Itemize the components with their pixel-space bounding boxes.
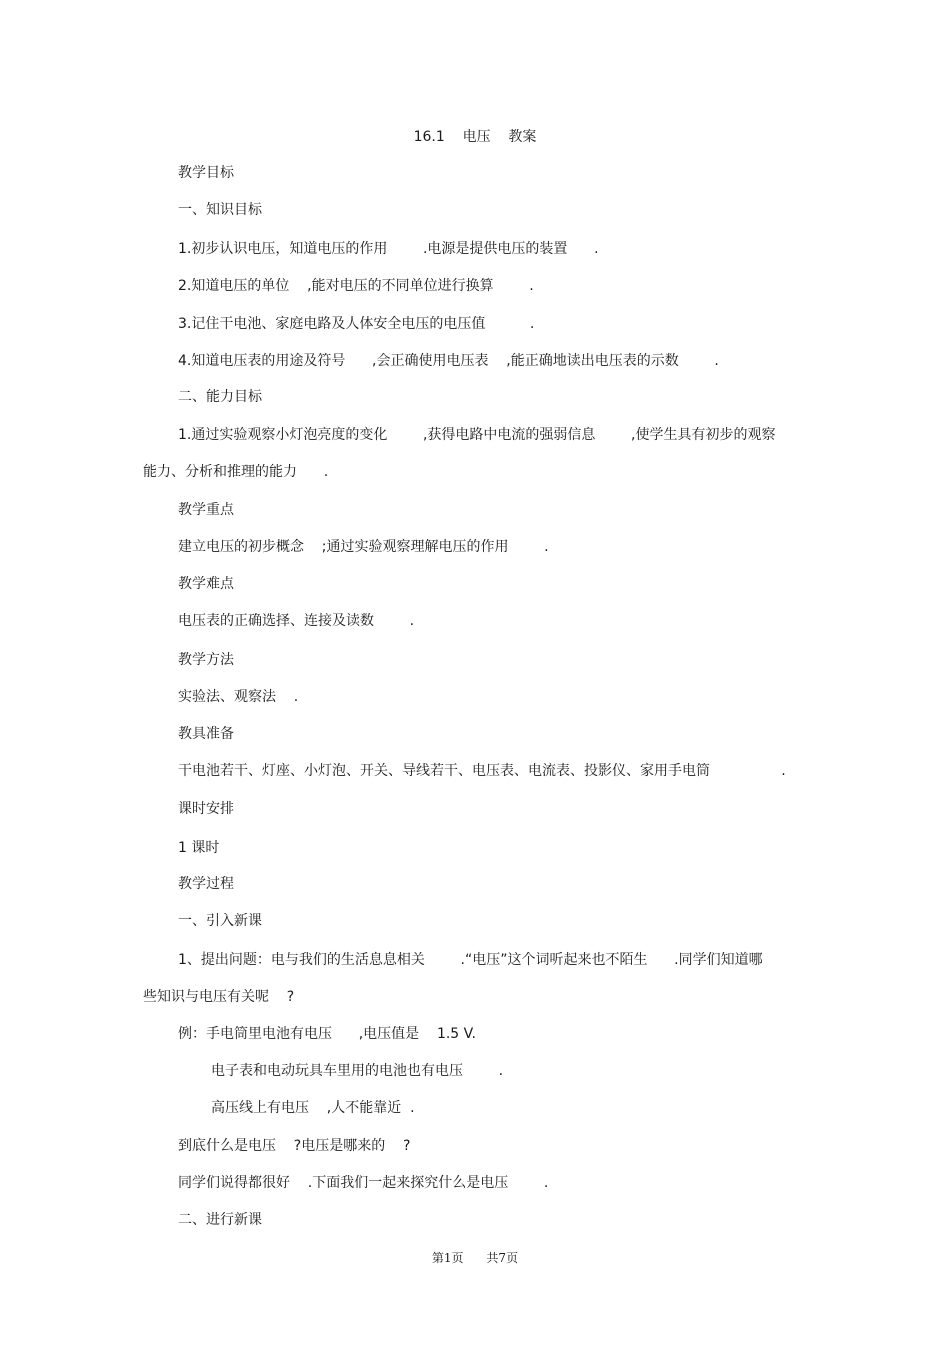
example-power-line: 高压线上有电压 ,人不能靠近 . <box>211 1100 415 1116</box>
heading-teaching-goals: 教学目标 <box>178 165 234 181</box>
difficulties-text: 电压表的正确选择、连接及读数 . <box>178 613 415 629</box>
knowledge-goal-3: 3.记住干电池、家庭电路及人体安全电压的电压值 . <box>178 316 535 332</box>
schedule-text: 1 课时 <box>178 840 220 856</box>
key-points-text: 建立电压的初步概念 ;通过实验观察理解电压的作用 . <box>178 539 549 555</box>
heading-knowledge-goals: 一、知识目标 <box>178 202 262 218</box>
heading-intro: 一、引入新课 <box>178 913 262 929</box>
heading-new-lesson: 二、进行新课 <box>178 1212 262 1228</box>
methods-text: 实验法、观察法 . <box>178 689 299 705</box>
example-electronics: 电子表和电动玩具车里用的电池也有电压 . <box>211 1063 504 1079</box>
knowledge-goal-2: 2.知道电压的单位 ,能对电压的不同单位进行换算 . <box>178 278 534 294</box>
question-what-is-voltage: 到底什么是电压 ?电压是哪来的 ? <box>178 1138 411 1154</box>
heading-key-points: 教学重点 <box>178 502 234 518</box>
heading-methods: 教学方法 <box>178 652 234 668</box>
heading-process: 教学过程 <box>178 876 234 892</box>
transition-text: 同学们说得都很好 .下面我们一起来探究什么是电压 . <box>178 1175 549 1191</box>
heading-materials: 教具准备 <box>178 726 234 742</box>
heading-schedule: 课时安排 <box>178 801 234 817</box>
intro-question-cont: 些知识与电压有关呢 ? <box>143 989 295 1005</box>
document-title: 16.1 电压 教案 <box>413 129 537 145</box>
knowledge-goal-1: 1.初步认识电压，知道电压的作用 .电源是提供电压的装置 . <box>178 241 599 257</box>
page-footer: 第1页 共7页 <box>431 1251 519 1265</box>
heading-ability-goals: 二、能力目标 <box>178 389 262 405</box>
ability-goal-1-cont: 能力、分析和推理的能力 . <box>143 464 329 480</box>
example-flashlight: 例：手电筒里电池有电压 ,电压值是 1.5 V. <box>178 1026 476 1042</box>
heading-difficulties: 教学难点 <box>178 576 234 592</box>
intro-question: 1、提出问题：电与我们的生活息息相关 .“电压”这个词听起来也不陌生 .同学们知道哪 <box>178 952 763 968</box>
ability-goal-1: 1.通过实验观察小灯泡亮度的变化 ,获得电路中电流的强弱信息 ,使学生具有初步的观察 <box>178 427 776 443</box>
materials-text: 干电池若干、灯座、小灯泡、开关、导线若干、电压表、电流表、投影仪、家用手电筒 . <box>178 763 786 779</box>
knowledge-goal-4: 4.知道电压表的用途及符号 ,会正确使用电压表 ,能正确地读出电压表的示数 . <box>178 353 719 369</box>
